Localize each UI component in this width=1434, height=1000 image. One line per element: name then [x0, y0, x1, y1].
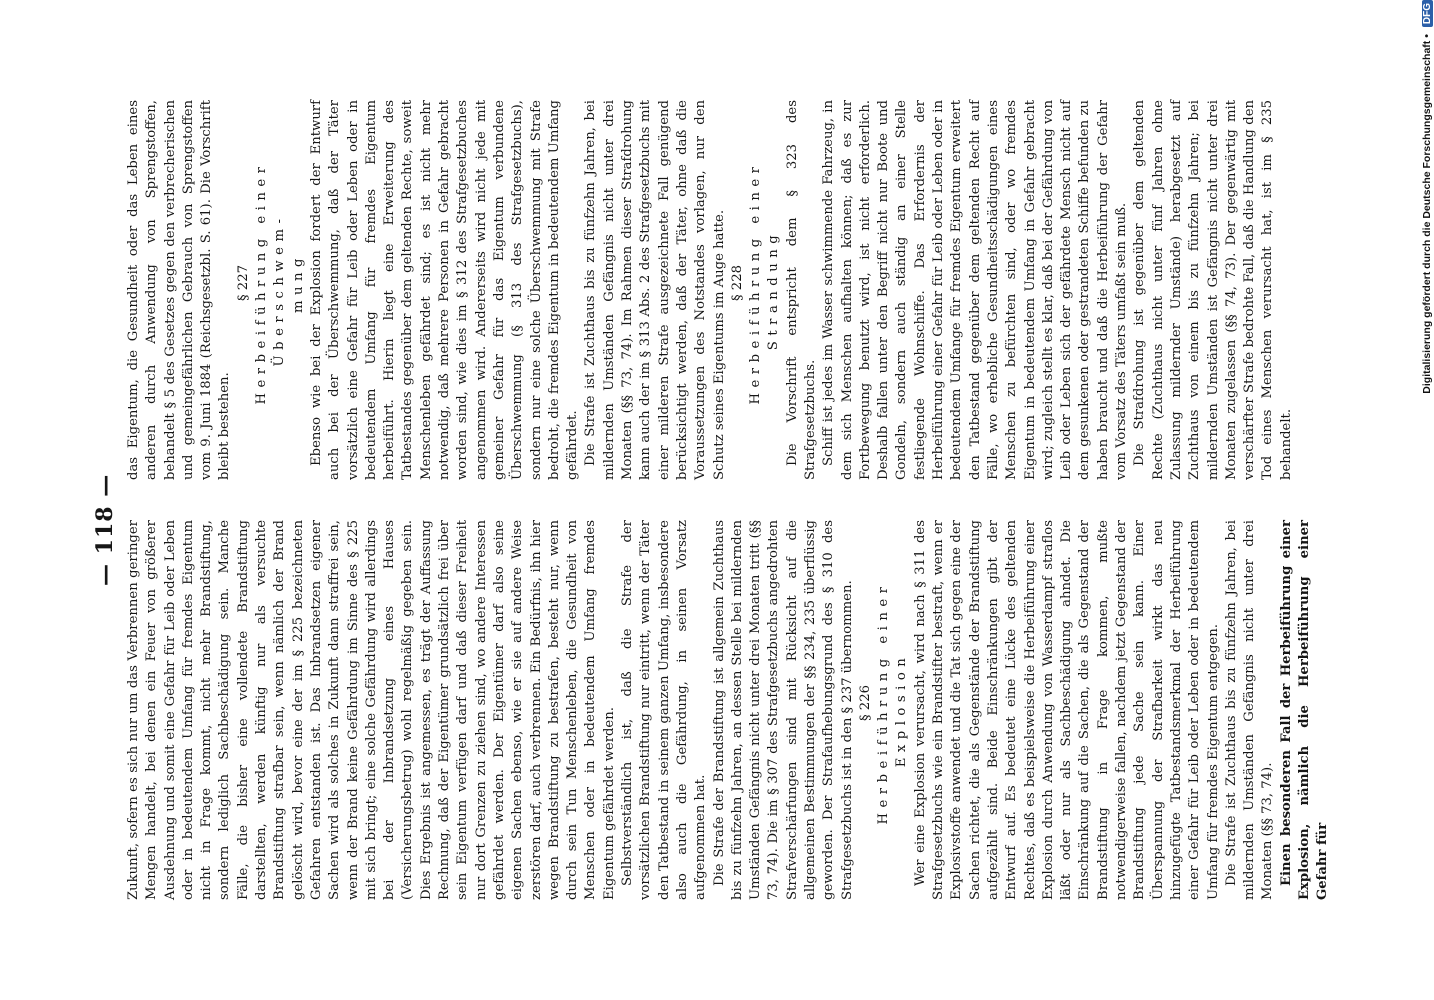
page-number: — 118 —	[92, 473, 118, 587]
right-column	[125, 100, 1315, 480]
paragraph: Die Strafe ist Zuchthaus bis zu fünfzehn Jahren, bei mildernden Umständen Gefängnis nicht unter drei Monaten (§§ 73, 74).	[1223, 520, 1276, 900]
section-title-227: Herbeiführung einer Überschwem-	[254, 161, 288, 405]
section-number-228: § 228	[729, 265, 745, 301]
paragraph: Schiff ist jedes im Wasser schwimmende Fahrzeug, in dem sich Menschen aufhalten können; daß es zur Fortbewegung benutzt wird, ist nicht erforderlich. Deshalb fallen unter den Begriff nicht nur Boote und Gondeln, sondern auch ständig an einer Stelle festliegende Wohnschiffe. Das Erfordernis der Herbeiführung einer Gefahr für Leib oder Leben oder in bedeutendem Umfange für fremdes Eigentum erweitert den Tatbestand gegenüber dem geltenden Recht auf Fälle, wo erhebliche Gesundheitsschädigungen eines Menschen zu befürchten sind, oder wo fremdes Eigentum in bedeutendem Umfang in Gefahr gebracht wird; zugleich stellt es klar, daß bei der Gefährdung von Leib oder Leben sich der gefährdete Mensch nicht auf dem gesunkenen oder gestrandeten Schiffe befunden zu haben braucht und daß die Herbeiführung der Gefahr vom Vorsatz des Täters umfaßt sein muß.	[821, 100, 1130, 480]
paragraph: Einen besonderen Fall der Herbeiführung einer Explosion, nämlich die Herbeiführung einer Gefahr für	[1278, 520, 1331, 900]
paragraph: Zukunft, sofern es sich nur um das Verbrennen geringer Mengen handelt, bei denen ein Feuer von größerer Ausdehnung und somit eine Gefahr für Leib oder Leben oder in bedeutendem Umfang für fremdes Eigentum nicht in Frage kommt, nicht mehr Brandstiftung, sondern lediglich Sachbeschädigung sein. Manche Fälle, die bisher eine vollendete Brandstiftung darstellten, werden künftig nur als versuchte Brandstiftung strafbar sein, wenn nämlich der Brand gelöscht wird, bevor eine der im § 225 bezeichneten Gefahren entstanden ist. Das Inbrandsetzen eigener Sachen wird als solches in Zukunft dann straffrei sein, wenn der Brand keine Gefährdung im Sinne des § 225 mit sich bringt; eine solche Gefährdung wird allerdings bei der Inbrandsetzung eines Hauses (Versicherungsbetrug) wohl regelmäßig gegeben sein. Dies Ergebnis ist angemessen, es trägt der Auffassung Rechnung, daß der Eigentümer grundsätzlich frei über sein Eigentum verfügen darf und daß dieser Freiheit nur dort Grenzen zu ziehen sind, wo andere Interessen gefährdet werden. Der Eigentümer darf also seine eigenen Sachen ebenso, wie er sie auf andere Weise zerstören darf, auch verbrennen. Ein Bedürfnis, ihn hier wegen Brandstiftung zu bestrafen, besteht nur, wenn durch sein Tun Menschenleben, die Gesundheit von Menschen oder in bedeutendem Umfang fremdes Eigentum gefährdet werden.	[126, 520, 617, 900]
paragraph: Wer eine Explosion verursacht, wird nach § 311 des Strafgesetzbuchs wie ein Brandstifter bestraft, wenn er Explosivstoffe anwendet und die Tat sich gegen eine der Sachen richtet, die als Gegenstände der Brandstiftung aufgezählt sind. Beide Einschränkungen gibt der Entwurf auf. Es bedeutet eine Lücke des geltenden Rechtes, daß es beispielsweise die Herbeiführung einer Explosion durch Anwendung von Wasserdampf straflos läßt oder nur als Sachbeschädigung ahndet. Die Einschränkung auf die Sachen, die als Gegenstand der Brandstiftung in Frage kommen, mußte notwendigerweise fallen, nachdem jetzt Gegenstand der Brandstiftung jede Sache sein kann. Einer Überspannung der Strafbarkeit wirkt das neu hinzugefügte Tatbestandsmerkmal der Herbeiführung einer Gefahr für Leib oder Leben oder in bedeutendem Umfang für fremdes Eigentum entgegen.	[912, 520, 1221, 900]
paragraph: Selbstverständlich ist, daß die Strafe der vorsätzlichen Brandstiftung nur eintritt, wenn der Täter den Tatbestand in seinem ganzen Umfang, insbesondere also auch die Gefährdung, in seinen Vorsatz aufgenommen hat.	[620, 520, 709, 900]
paragraph: Die Vorschrift entspricht dem § 323 des Strafgesetzbuchs.	[784, 100, 818, 480]
digitization-text: Digitalisierung gefördert durch die Deutsche Forschungsgemeinschaft •	[1421, 34, 1433, 394]
paragraph: Ebenso wie bei der Explosion fordert der Entwurf auch bei der Überschwemmung, daß der Täter vorsätzlich eine Gefahr für Leib oder Leben oder in bedeutendem Umfang für fremdes Eigentum herbeiführt. Hierin liegt eine Erweiterung des Tatbestandes gegenüber dem geltenden Rechte, soweit Menschenleben gefährdet sind; es ist nicht mehr notwendig, daß mehrere Personen in Gefahr gebracht worden sind, wie dies im § 312 des Strafgesetzbuches angenommen wird. Andererseits wird nicht jede mit gemeiner Gefahr für das Eigentum verbundene Überschwemmung (§ 313 des Strafgesetzbuchs), sondern nur eine solche Überschwemmung mit Strafe bedroht, die fremdes Eigentum in bedeutendem Umfang gefährdet.	[308, 100, 581, 480]
section-number-226: § 226	[857, 685, 873, 721]
section-title-227-cont: mung	[290, 253, 306, 313]
dfg-logo-icon: DFG	[1422, 0, 1433, 27]
rotated-page	[125, 100, 1331, 900]
paragraph: Die Strafe ist Zuchthaus bis zu fünfzehn Jahren, bei mildernden Umständen Gefängnis nicht unter drei Monaten (§§ 73, 74). Im Rahmen dieser Strafdrohung kann auch der im § 313 Abs. 2 des Strafgesetzbuchs mit einer milderen Strafe ausgezeichnete Fall genügend berücksichtigt werden, daß der Täter, ohne daß die Voraussetzungen des Notstandes vorlagen, nur den Schutz seines Eigentums im Auge hatte.	[583, 100, 727, 480]
paragraph: Die Strafdrohung ist gegenüber dem geltenden Rechte (Zuchthaus nicht unter fünf Jahren ohne Zulassung mildernder Umstände) herabgesetzt auf Zuchthaus von einem bis zu fünfzehn Jahren; bei mildernden Umständen ist Gefängnis nicht unter drei Monaten zugelassen (§§ 74, 73). Der gegenwärtig mit verschärfter Strafe bedrohte Fall, daß die Handlung den Tod eines Menschen verursacht hat, ist im § 235 behandelt.	[1132, 100, 1294, 480]
section-title-226: Herbeiführung einer Explosion	[876, 581, 910, 825]
left-column	[125, 520, 1331, 900]
section-number-227: § 227	[235, 265, 251, 301]
paragraph: Die Strafe der Brandstiftung ist allgemein Zuchthaus bis zu fünfzehn Jahren, an dessen Stelle bei mildernden Umständen Gefängnis nicht unter drei Monaten tritt (§§ 73, 74). Die im § 307 des Strafgesetzbuchs angedrohten Strafverschärfungen sind mit Rücksicht auf die allgemeinen Bestimmungen der §§ 234, 235 überflüssig geworden. Der Strafaufhebungsgrund des § 310 des Strafgesetzbuchs ist in den § 237 übernommen.	[711, 520, 855, 900]
section-title-228: Herbeiführung einer Strandung	[748, 161, 782, 405]
digitization-note	[1420, 0, 1434, 990]
paragraph: das Eigentum, die Gesundheit oder das Leben eines anderen durch Anwendung von Sprengstoffen, behandelt § 5 des Gesetzes gegen den verbrecherischen und gemeingefährlichen Gebrauch von Sprengstoffen vom 9. Juni 1884 (Reichsgesetzbl. S. 61). Die Vorschrift bleibt bestehen.	[126, 100, 233, 480]
